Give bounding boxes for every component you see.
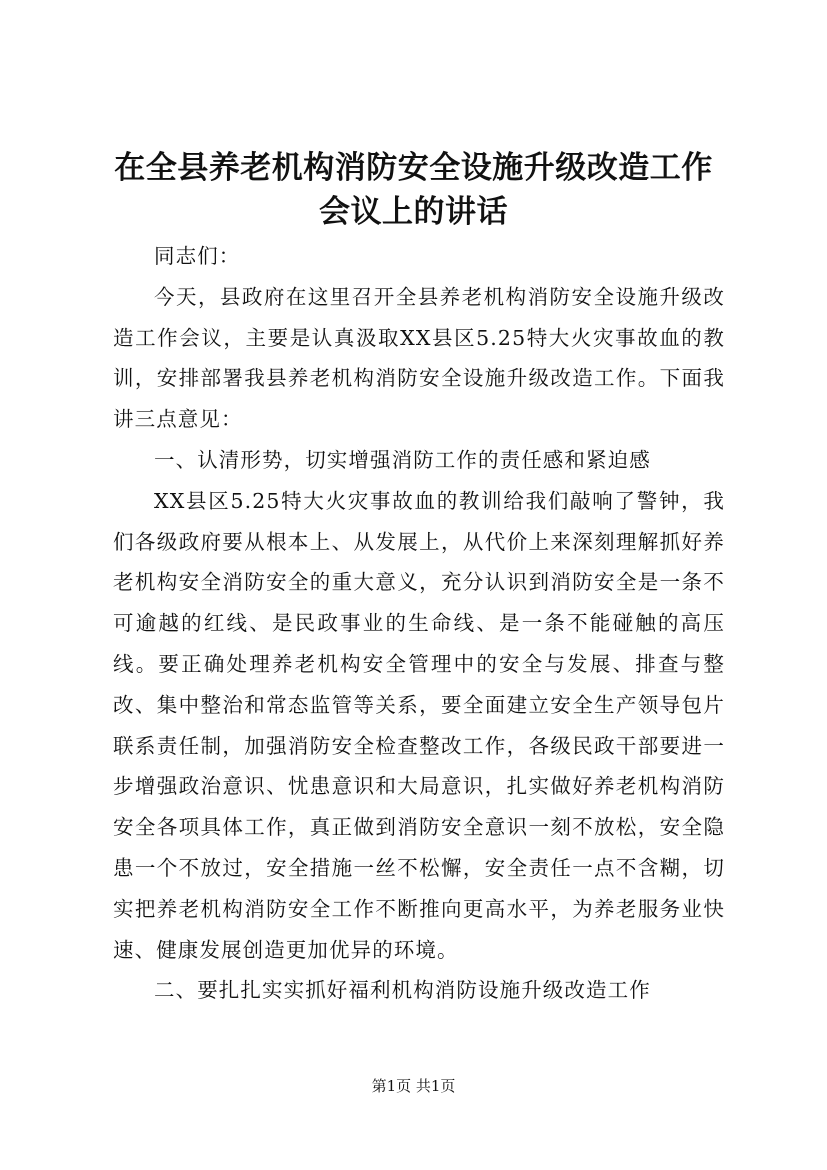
intro-paragraph: 今天，县政府在这里召开全县养老机构消防安全设施升级改造工作会议，主要是认真汲取XX县区5.25特大火灾事故血的教训，安排部署我县养老机构消防安全设施升级改造工作。下面我讲三点意见： xyxy=(113,284,725,432)
document-body xyxy=(113,236,725,1011)
document-title: 在全县养老机构消防安全设施升级改造工作会议上的讲话 xyxy=(114,150,713,230)
page-number-footer: 第1页 共1页 xyxy=(371,1077,456,1095)
section-heading-2: 二、要扎扎实实抓好福利机构消防设施升级改造工作 xyxy=(154,978,651,1003)
section-1-paragraph: XX县区5.25特大火灾事故血的教训给我们敲响了警钟，我们各级政府要从根本上、从发展上，从代价上来深刻理解抓好养老机构安全消防安全的重大意义，充分认识到消防安全是一条不可逾越的红线、是民政事业的生命线、是一条不能碰触的高压线。要正确处理养老机构安全管理中的安全与发展、排查与整改、集中整治和常态监管等关系，要全面建立安全生产领导包片联系责任制，加强消防安全检查整改工作，各级民政干部要进一步增强政治意识、忧患意识和大局意识，扎实做好养老机构消防安全各项具体工作，真正做到消防安全意识一刻不放松，安全隐患一个不放过，安全措施一丝不松懈，安全责任一点不含糊，切实把养老机构消防安全工作不断推向更高水平，为养老服务业快速、健康发展创造更加优异的环境。 xyxy=(113,488,725,962)
section-heading-1: 一、认清形势，切实增强消防工作的责任感和紧迫感 xyxy=(154,447,651,472)
salutation-paragraph: 同志们： xyxy=(154,244,241,268)
